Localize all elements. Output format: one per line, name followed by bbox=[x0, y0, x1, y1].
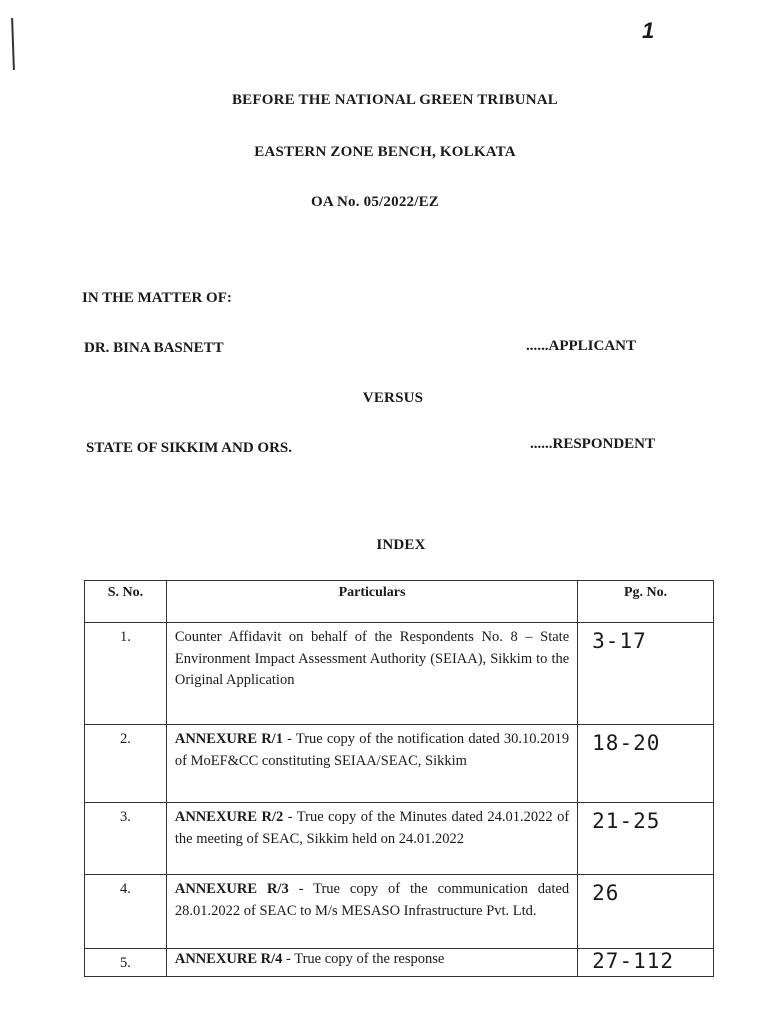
row-pages: 3-17 bbox=[578, 623, 714, 725]
row-sno: 5. bbox=[85, 949, 167, 977]
row-sno: 1. bbox=[85, 623, 167, 725]
table-row bbox=[85, 949, 714, 977]
respondent-name: STATE OF SIKKIM AND ORS. bbox=[86, 440, 293, 456]
row-description: - True copy of the Minutes dated 24.01.2022 of the meeting of SEAC, Sikkim held on 24.01.2022 bbox=[174, 809, 570, 847]
matter-label: IN THE MATTER OF: bbox=[82, 290, 232, 306]
row-sno: 4. bbox=[85, 875, 167, 949]
header-particulars: Particulars bbox=[166, 581, 577, 623]
row-annexure-label: ANNEXURE R/4 bbox=[174, 951, 283, 967]
heading-tribunal: BEFORE THE NATIONAL GREEN TRIBUNAL bbox=[231, 92, 559, 108]
table-row bbox=[85, 875, 714, 949]
row-particulars bbox=[166, 725, 577, 803]
row-annexure-label: ANNEXURE R/2 bbox=[174, 809, 284, 825]
row-sno: 3. bbox=[85, 803, 167, 875]
row-description: - True copy of the response bbox=[282, 951, 445, 967]
row-description: - True copy of the notification dated 30.10.2019 of MoEF&CC constituting SEIAA/SEAC, Sikkim bbox=[174, 731, 570, 769]
applicant-role: ......APPLICANT bbox=[526, 338, 637, 354]
header-page-number: Pg. No. bbox=[578, 581, 714, 623]
row-pages: 26 bbox=[578, 875, 714, 949]
versus-label: VERSUS bbox=[362, 390, 424, 406]
row-description: - True copy of the communication dated 28.01.2022 of SEAC to M/s MESASO Infrastructure Pvt. Ltd. bbox=[174, 881, 570, 919]
margin-pen-mark bbox=[11, 18, 15, 70]
table-row bbox=[85, 725, 714, 803]
respondent-role: ......RESPONDENT bbox=[530, 436, 656, 452]
row-pages: 21-25 bbox=[578, 803, 714, 875]
header-sno: S. No. bbox=[85, 581, 167, 623]
table-header-row bbox=[85, 581, 714, 623]
row-description: Counter Affidavit on behalf of the Respondents No. 8 – State Environment Impact Assessment Authority (SEIAA), Sikkim to the Original Application bbox=[174, 629, 570, 688]
row-particulars bbox=[166, 949, 577, 977]
heading-case-number: OA No. 05/2022/EZ bbox=[311, 194, 439, 210]
index-table bbox=[84, 580, 714, 977]
row-sno: 2. bbox=[85, 725, 167, 803]
row-pages: 27-112 bbox=[578, 949, 714, 977]
row-particulars bbox=[166, 875, 577, 949]
page-number: 1 bbox=[642, 18, 655, 43]
table-row bbox=[85, 623, 714, 725]
index-title: INDEX bbox=[376, 537, 426, 553]
heading-bench: EASTERN ZONE BENCH, KOLKATA bbox=[254, 144, 516, 160]
row-particulars bbox=[166, 803, 577, 875]
row-pages: 18-20 bbox=[578, 725, 714, 803]
row-annexure-label: ANNEXURE R/1 bbox=[174, 731, 283, 747]
row-annexure-label: ANNEXURE R/3 bbox=[174, 881, 289, 897]
applicant-name: DR. BINA BASNETT bbox=[84, 340, 224, 356]
row-particulars bbox=[166, 623, 577, 725]
table-row bbox=[85, 803, 714, 875]
